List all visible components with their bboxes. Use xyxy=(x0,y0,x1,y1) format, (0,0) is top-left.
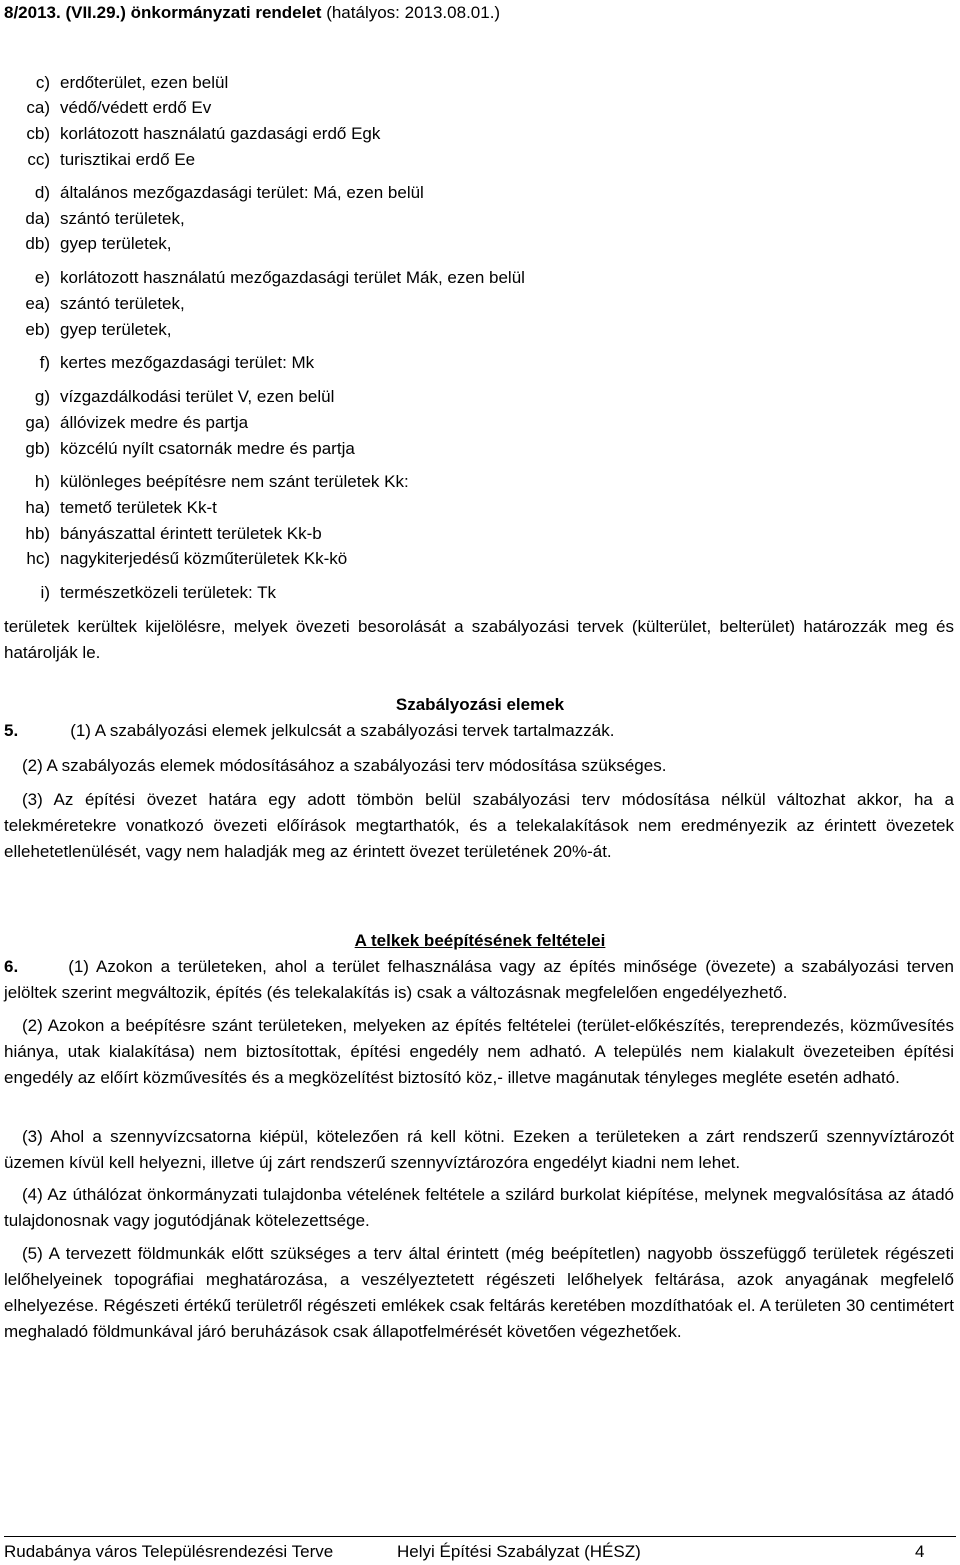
list-item-label: d) xyxy=(34,183,50,202)
effective-date: (hatályos: 2013.08.01.) xyxy=(321,3,501,22)
list-item-label: db) xyxy=(25,234,50,253)
list-item-text: szántó területek, xyxy=(60,209,185,228)
list-item xyxy=(6,498,217,518)
list-item-label: c) xyxy=(35,73,50,92)
list-item-text: korlátozott használatú mezőgazdasági terület Mák, ezen belül xyxy=(60,268,525,287)
list-item-text: korlátozott használatú gazdasági erdő Egk xyxy=(60,124,381,143)
list-item xyxy=(6,98,211,118)
list-item-text: gyep területek, xyxy=(60,234,172,253)
closing-paragraph: területek kerültek kijelölésre, melyek övezeti besorolását a szabályozási tervek (külterület, belterület) határozzák meg és határolják le. xyxy=(4,617,954,662)
list-item-label: eb) xyxy=(25,320,50,339)
list-item-label: i) xyxy=(40,583,50,602)
section-5-paragraph-1: 5. (1) A szabályozási elemek jelkulcsát a szabályozási tervek tartalmazzák. xyxy=(4,721,615,740)
footer-page-number: 4 xyxy=(915,1542,925,1561)
list-item xyxy=(6,413,248,433)
list-item-label: ha) xyxy=(25,498,50,517)
section-5-paragraph-2: (2) A szabályozás elemek módosításához a szabályozási terv módosítása szükséges. xyxy=(22,756,667,775)
list-item-text: állóvizek medre és partja xyxy=(60,413,249,432)
list-item xyxy=(6,439,355,459)
section-6-title: A telkek beépítésének feltételei xyxy=(354,931,606,950)
footer-regulation-title: Helyi Építési Szabályzat (HÉSZ) xyxy=(397,1542,641,1561)
list-item-text: nagykiterjedésű közműterületek Kk-kö xyxy=(60,549,348,568)
list-item-text: temető területek Kk-t xyxy=(60,498,217,517)
list-item xyxy=(6,353,314,373)
list-item xyxy=(6,583,276,603)
list-item-label: hb) xyxy=(25,524,50,543)
list-item-text: közcélú nyílt csatornák medre és partja xyxy=(60,439,355,458)
list-item-text: általános mezőgazdasági terület: Má, ezen belül xyxy=(60,183,424,202)
list-item-label: ca) xyxy=(26,98,50,117)
section-5-title: Szabályozási elemek xyxy=(395,695,565,714)
list-item-text: gyep területek, xyxy=(60,320,172,339)
list-item-label: cc) xyxy=(27,150,50,169)
list-item-label: hc) xyxy=(26,549,50,568)
list-item xyxy=(6,268,525,288)
list-item xyxy=(6,124,380,144)
list-item xyxy=(6,387,334,407)
footer-divider xyxy=(4,1536,956,1537)
list-item xyxy=(6,150,195,170)
list-item xyxy=(6,549,347,569)
list-item xyxy=(6,183,424,203)
list-item-label: f) xyxy=(39,353,50,372)
list-item xyxy=(6,472,409,492)
list-item-text: vízgazdálkodási terület V, ezen belül xyxy=(60,387,335,406)
list-item-label: da) xyxy=(25,209,50,228)
section-6-number: 6. xyxy=(4,957,19,976)
list-item-text: kertes mezőgazdasági terület: Mk xyxy=(60,353,315,372)
list-item-label: h) xyxy=(34,472,50,491)
list-item-text: védő/védett erdő Ev xyxy=(60,98,212,117)
list-item-label: ea) xyxy=(25,294,50,313)
section-6-paragraph-2: (2) Azokon a beépítésre szánt területeken, melyeken az építés feltételei (terület-előkészítés, tereprendezés, közművesítés hiánya, utak kialakítása) nem biztosítottak, építési engedély nem adható. A település nem kialakult övezeteiben építési engedély az előírt közművesítés és a megközelítést biztosító köz,- illetve magánutak tényleges megléte esetén adható. xyxy=(4,1016,954,1087)
section-5-paragraph-3: (3) Az építési övezet határa egy adott tömbön belül szabályozási terv módosítása nélkül változhat akkor, ha a telekméretekre vonatkozó övezeti előírások megtarthatók, és a telekalakítások nem eredményezik az érintett övezetek ellehetetlenülését, vagy nem haladják meg az érintett övezet területének 20%-át. xyxy=(4,790,954,861)
list-item-text: természetközeli területek: Tk xyxy=(60,583,277,602)
list-item-label: e) xyxy=(34,268,50,287)
section-6-paragraph-3: (3) Ahol a szennyvízcsatorna kiépül, kötelezően rá kell kötni. Ezeken a területeken a zárt rendszerű szennyvíztározót üzemen kívül kell helyezni, illetve új zárt rendszerű szennyvíztározóra engedélyt kiadni nem lehet. xyxy=(4,1127,954,1172)
list-item-label: gb) xyxy=(25,439,50,458)
list-item-text: erdőterület, ezen belül xyxy=(60,73,229,92)
list-item xyxy=(6,320,172,340)
section-5-number: 5. xyxy=(4,721,19,740)
list-item-text: szántó területek, xyxy=(60,294,185,313)
list-item-text: turisztikai erdő Ee xyxy=(60,150,196,169)
list-item xyxy=(6,73,228,93)
list-item xyxy=(6,234,172,254)
list-item xyxy=(6,209,185,229)
list-item-label: ga) xyxy=(25,413,50,432)
list-item-text: bányászattal érintett területek Kk-b xyxy=(60,524,322,543)
list-item xyxy=(6,524,322,544)
list-item-text: különleges beépítésre nem szánt területek Kk: xyxy=(60,472,409,491)
list-item-label: cb) xyxy=(26,124,50,143)
document-header xyxy=(4,3,500,23)
list-item-label: g) xyxy=(34,387,50,406)
section-6-paragraph-1: 6. (1) Azokon a területeken, ahol a terület felhasználása vagy az építés minősége (övezete) a szabályozási terven jelöltek szerint megváltozik, építés (és telekalakítás is) csak a változásnak megfelelően engedélyezhető. xyxy=(4,957,954,1002)
section-6-paragraph-5: (5) A tervezett földmunkák előtt szükséges a terv által érintett (még beépítetlen) nagyobb összefüggő területek régészeti lelőhelyeinek topográfiai meghatározása, a veszélyeztetett régészeti lelőhelyek feltárása, azok anyagának megfelelő elhelyezése. Régészeti értékű területről régészeti emlékek csak feltárás keretében mozdíthatóak el. A területen 30 centimétert meghaladó földmunkával járó beruházások csak állapotfelmérését követően végezhetőek. xyxy=(4,1244,954,1341)
section-6-paragraph-4: (4) Az úthálózat önkormányzati tulajdonba vételének feltétele a szilárd burkolat kiépítése, melynek megvalósítása az átadó tulajdonosnak vagy jogutódjának kötelezettsége. xyxy=(4,1185,954,1230)
list-item xyxy=(6,294,185,314)
footer-plan-title: Rudabánya város Településrendezési Terve xyxy=(4,1542,334,1561)
decree-title: 8/2013. (VII.29.) önkormányzati rendelet xyxy=(4,3,322,22)
